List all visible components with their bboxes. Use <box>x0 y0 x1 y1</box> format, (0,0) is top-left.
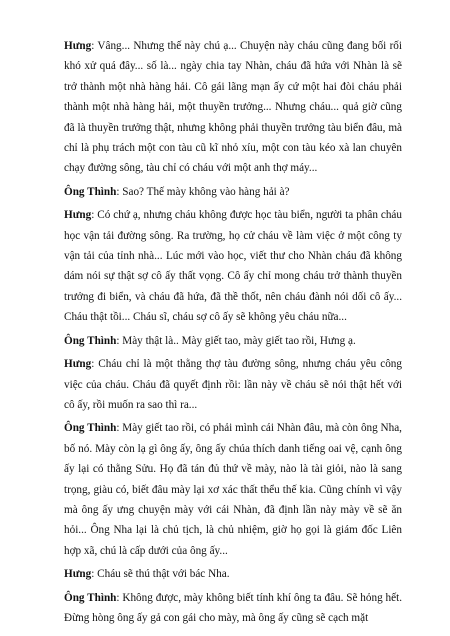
dialogue-text: : Sao? Thế mày không vào hàng hải à? <box>116 185 290 198</box>
dialogue-paragraph <box>64 331 402 351</box>
dialogue-paragraph <box>64 418 402 561</box>
speaker-name: Hưng <box>64 568 92 581</box>
speaker-name: Hưng <box>64 209 92 222</box>
dialogue-paragraph <box>64 354 402 415</box>
dialogue-paragraph <box>64 588 402 629</box>
speaker-name: Ông Thình <box>64 591 117 604</box>
dialogue-text: : Không được, mày không biết tính khí ông ta đâu. Sẽ hỏng hết. Đừng hòng ông ấy gả con gái cho mày, mà ông ấy cũng sẽ cạch mặt <box>64 591 403 624</box>
dialogue-paragraph <box>64 36 402 179</box>
dialogue-text: : Cháu chỉ là một thằng thợ tàu đường sông, nhưng cháu yêu công việc của cháu. Cháu đã quyết định rồi: lần này về cháu sẽ nói thật hết với cô ấy, rồi muốn ra sao thì ra... <box>64 358 402 411</box>
dialogue-text: : Mày giết tao rồi, có phải mình cái Nhàn đâu, mà còn ông Nha, bố nó. Mày còn lạ gì ông ấy, ông ấy chúa thích danh tiếng oai vệ, cạnh ông ấy lại có thằng Sửu. Họ đã tán đủ thứ về mày, nào là tài giỏi, nào là sang trọng, giàu có, biết đâu mày lại xơ xác thất thểu thế kia. Cũng chính vì vậy mà ông ấy ưng chuyện mày với cái Nhàn, đã định lần này mày về sẽ ăn hỏi... Ông Nha lại là chủ tịch, là chủ nhiệm, giờ họ gọi là giám đốc Liên hợp xã, chú là cấp dưới của ông ấy... <box>64 422 402 557</box>
dialogue-text: : Cháu sẽ thú thật với bác Nha. <box>91 568 230 581</box>
dialogue-text: : Có chứ ạ, nhưng cháu không được học tàu biển, người ta phân cháu học vận tải đường sông. Ra trường, họ cử cháu về làm việc ở một công ty vận tải của tỉnh nhà... Lúc mới vào học, viết thư cho Nhàn cháu đã không dám nói sự thật sợ cô ấy thất vọng. Cô ấy chỉ mong cháu trở thành thuyền trưởng đi biển, và cháu đã hứa, đã thề thốt, nên cháu đành nói dối cô ấy... Cháu thật tồi... Cháu sĩ, cháu sợ cô ấy sẽ không yêu cháu nữa... <box>64 209 402 324</box>
dialogue-paragraph <box>64 182 402 202</box>
speaker-name: Hưng <box>64 40 92 52</box>
dialogue-text: : Vâng... Nhưng thế này chú ạ... Chuyện này cháu cũng đang bối rối khó xử quá đây... số là... ngày chia tay Nhàn, cháu đã hứa với Nhàn là sẽ trở thành một nhà hàng hải. Cô gái lãng mạn ấy cứ một hai đòi cháu phải thành một nhà hàng hải, một thuyền trưởng... Nhưng cháu... quả giờ cũng đã là thuyền trưởng thật, nhưng không phải thuyền trưởng tàu biển đâu, mà chỉ là phụ trách một con tàu cũ kĩ nhỏ xíu, một con tàu kéo xà lan chuyên chạy đường sông, tàu chỉ có cháu với một anh thợ máy... <box>64 40 402 175</box>
speaker-name: Hưng <box>64 358 92 371</box>
speaker-name: Ông Thình <box>64 422 117 435</box>
speaker-name: Ông Thình <box>64 334 117 347</box>
dialogue-paragraph <box>64 205 402 327</box>
dialogue-paragraph <box>64 564 402 584</box>
dialogue-text: : Mày thật là.. Mày giết tao, mày giết tao rồi, Hưng ạ. <box>116 334 356 347</box>
speaker-name: Ông Thình <box>64 185 117 198</box>
